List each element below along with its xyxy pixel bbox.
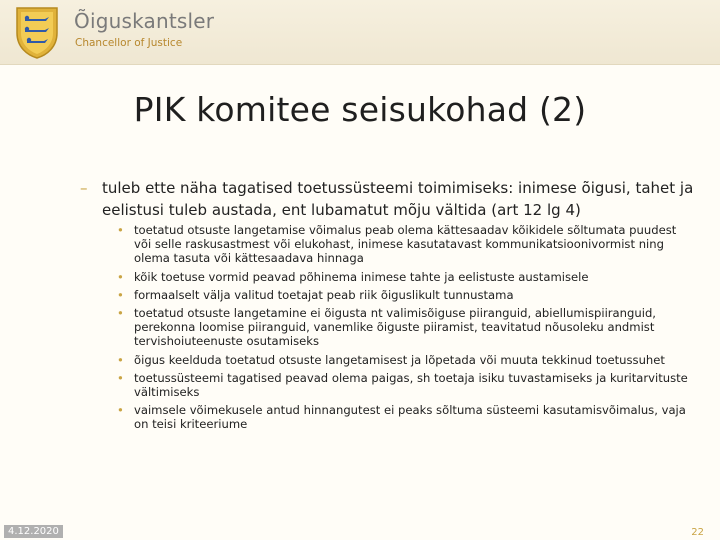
sub-point-text: kõik toetuse vormid peavad põhinema inimese tahte ja eelistuste austamisele [134, 269, 589, 284]
org-name: Õiguskantsler [74, 9, 215, 33]
sub-point-text: õigus keelduda toetatud otsuste langetamisest ja lõpetada või muuta tekkinud toetussuhet [134, 352, 665, 367]
bullet-icon: • [117, 287, 124, 302]
org-subtitle: Chancellor of Justice [75, 37, 183, 49]
sub-point-text: toetatud otsuste langetamine ei õigusta nt valimisõiguse piiranguid, abiellumispiiranguid, perekonna loomise piiranguid, vanemlike õiguste piiramist, teavitatud nõusoleku andmist tervishoiuteenuste osutamiseks [134, 306, 656, 349]
sub-point [113, 371, 693, 399]
sub-point-list [113, 223, 693, 436]
main-point [80, 177, 700, 221]
sub-point-text: toetatud otsuste langetamise võimalus peab olema kättesaadav kõikidele sõltumata puudest või selle raskusastmest või elukohast, inimese kasutatavast kommunikatsioonivormist ning olema tasuta või kättesaadava hinnaga [134, 223, 677, 266]
slide-title: PIK komitee seisukohad (2) [133, 90, 587, 129]
estonian-coat-of-arms-icon [14, 5, 60, 59]
sub-point [113, 288, 693, 302]
footer-date: 4.12.2020 [4, 525, 63, 538]
bullet-icon: • [117, 269, 124, 284]
dash-bullet-icon: – [80, 179, 88, 197]
sub-point-text: formaalselt välja valitud toetajat peab riik õiguslikult tunnustama [134, 287, 514, 302]
sub-point [113, 306, 693, 349]
sub-point [113, 403, 693, 431]
sub-point [113, 270, 693, 284]
bullet-icon: • [117, 403, 124, 418]
main-point-text: tuleb ette näha tagatised toetussüsteemi toimimiseks: inimese õigusi, tahet ja eelistusi tuleb austada, ent lubamatut mõju vältida (art 12 lg 4) [102, 179, 694, 219]
bullet-icon: • [117, 370, 124, 385]
sub-point [113, 353, 693, 367]
header-band [0, 0, 720, 65]
bullet-icon: • [117, 352, 124, 367]
bullet-icon: • [117, 223, 124, 237]
sub-point [113, 223, 693, 266]
sub-point-text: toetussüsteemi tagatised peavad olema paigas, sh toetaja isiku tuvastamiseks ja kuritarvituste vältimiseks [134, 370, 688, 400]
bullet-icon: • [117, 306, 124, 321]
page-number: 22 [691, 527, 704, 538]
sub-point-text: vaimsele võimekusele antud hinnangutest ei peaks sõltuma süsteemi kasutamisvõimalus, vaja on teisi kriteeriume [134, 403, 686, 432]
